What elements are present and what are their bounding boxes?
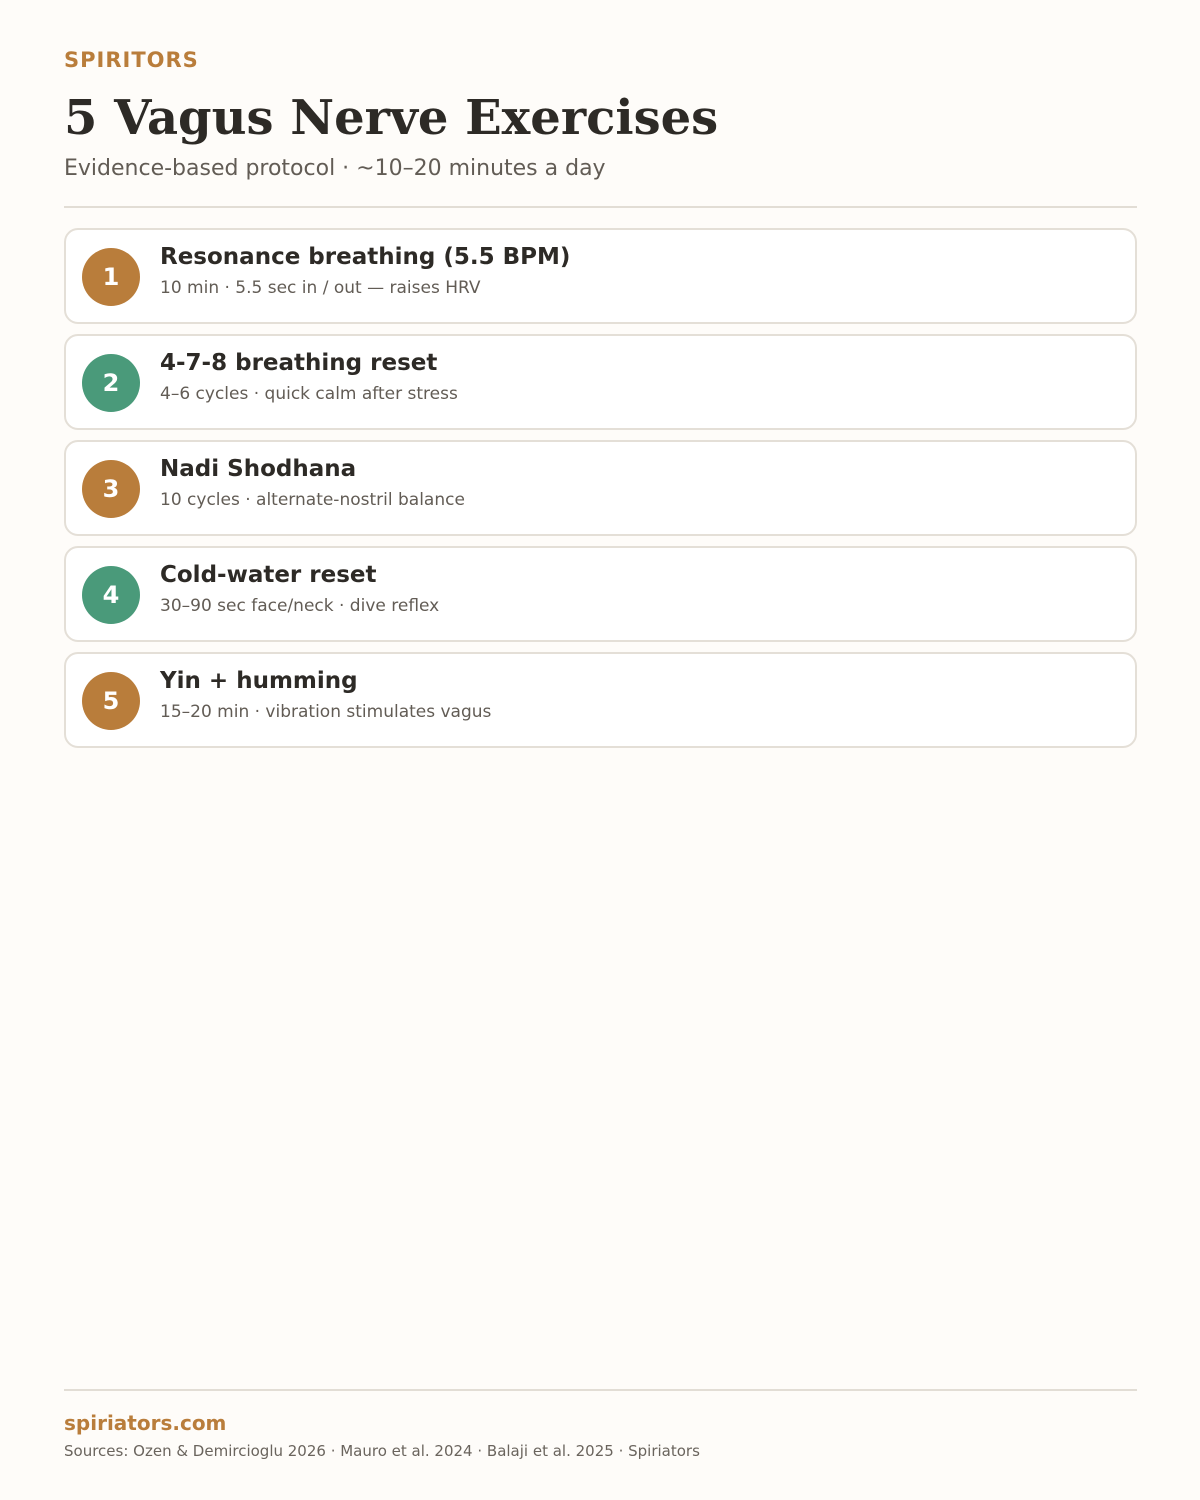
exercise-number-badge: 5 <box>82 672 140 730</box>
exercise-number-badge: 3 <box>82 460 140 518</box>
exercise-card-5 <box>64 652 1137 748</box>
page-subtitle: Evidence-based protocol · ~10–20 minutes a day <box>64 156 606 181</box>
exercise-number-badge: 4 <box>82 566 140 624</box>
header-divider <box>64 206 1137 208</box>
exercise-title: 4-7-8 breathing reset <box>160 350 438 376</box>
exercise-card-3 <box>64 440 1137 536</box>
exercise-description: 4–6 cycles · quick calm after stress <box>160 384 458 404</box>
exercise-card-1 <box>64 228 1137 324</box>
exercise-title: Yin + humming <box>160 668 358 694</box>
exercise-title: Nadi Shodhana <box>160 456 357 482</box>
site-link[interactable]: spiriators.com <box>64 1411 227 1435</box>
exercise-number-badge: 2 <box>82 354 140 412</box>
exercise-list <box>64 228 1137 758</box>
exercise-title: Resonance breathing (5.5 BPM) <box>160 244 571 270</box>
brand-label: SPIRITORS <box>64 48 199 72</box>
exercise-number-badge: 1 <box>82 248 140 306</box>
page <box>64 0 1137 1500</box>
exercise-card-2 <box>64 334 1137 430</box>
exercise-description: 15–20 min · vibration stimulates vagus <box>160 702 492 722</box>
exercise-title: Cold-water reset <box>160 562 377 588</box>
exercise-description: 10 cycles · alternate-nostril balance <box>160 490 465 510</box>
page-title: 5 Vagus Nerve Exercises <box>64 90 719 146</box>
exercise-description: 30–90 sec face/neck · dive reflex <box>160 596 440 616</box>
sources-note: Sources: Ozen & Demircioglu 2026 · Mauro et al. 2024 · Balaji et al. 2025 · Spiriators <box>64 1442 700 1460</box>
exercise-card-4 <box>64 546 1137 642</box>
exercise-description: 10 min · 5.5 sec in / out — raises HRV <box>160 278 481 298</box>
footer-divider <box>64 1389 1137 1391</box>
